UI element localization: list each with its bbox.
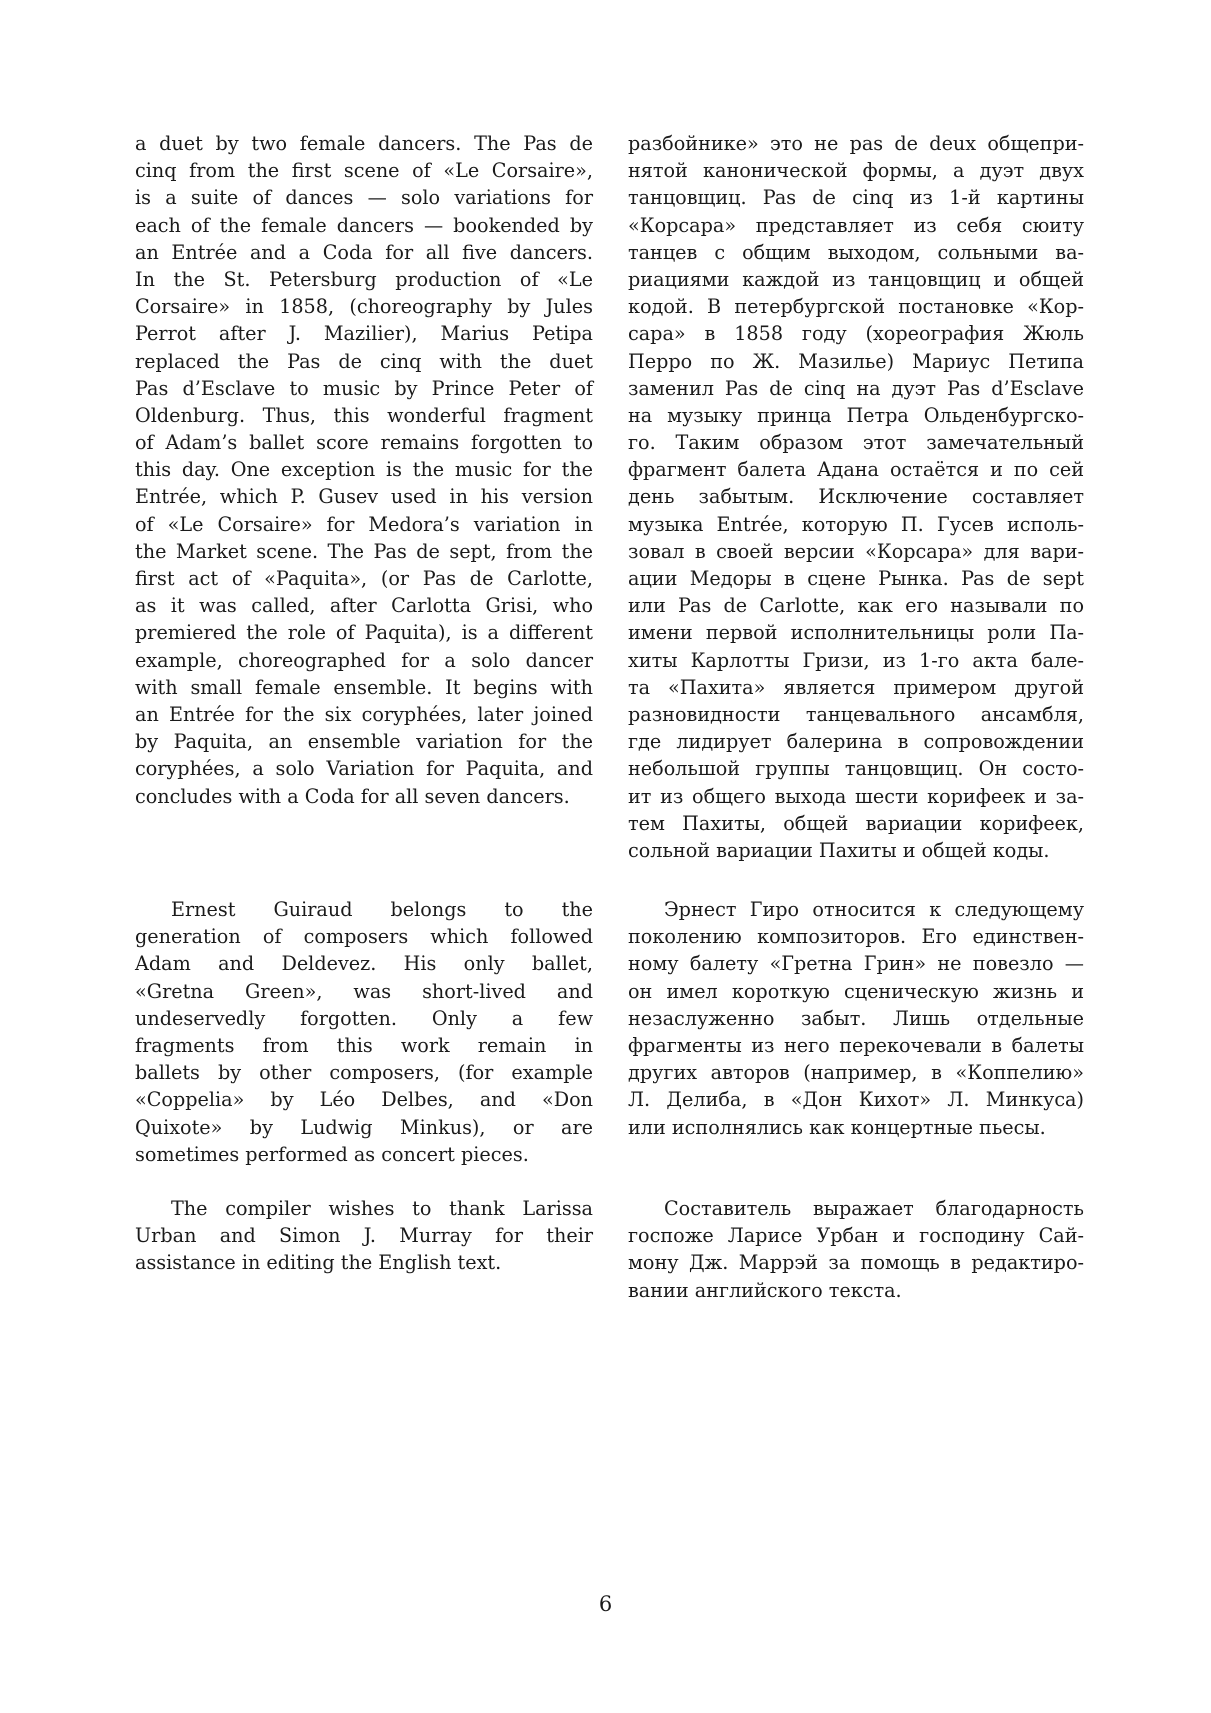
text-line: generation of composers which followed [135, 925, 593, 949]
text-line: нятой канонической формы, а дуэт двух [628, 159, 1084, 183]
text-line: заменил Pas de cinq на дуэт Pas d’Esclave [628, 376, 1084, 400]
text-line: Corsaire» in 1858, (choreography by Jules [135, 295, 593, 319]
text-line: Pas d’Esclave to music by Prince Peter of [135, 376, 593, 400]
text-line: та «Пахита» является примером другой [628, 675, 1084, 699]
text-line: музыка Entrée, которую П. Гусев исполь- [628, 512, 1084, 536]
text-line: он имел короткую сценическую жизнь и [628, 979, 1084, 1003]
text-line: танцовщиц. Pas de cinq из 1-й картины [628, 186, 1084, 210]
text-line: is a suite of dances — solo variations for [135, 186, 593, 210]
text-line: имени первой исполнительницы роли Па- [628, 621, 1084, 645]
text-line: кодой. В петербургской постановке «Кор- [628, 295, 1084, 319]
text-line: a duet by two female dancers. The Pas de [135, 132, 593, 155]
paragraph-pas-de-cinq-en [135, 130, 593, 810]
text-line: сольной вариации Пахиты и общей коды. [628, 838, 1050, 862]
text-line: фрагмент балета Адана остаётся и по сей [628, 458, 1084, 482]
text-line: premiered the role of Paquita), is a different [135, 621, 593, 645]
text-line: госпоже Ларисе Урбан и господину Сай- [628, 1224, 1084, 1248]
text-line: In the St. Petersburg production of «Le [135, 267, 593, 291]
text-line: разновидности танцевального ансамбля, [628, 702, 1084, 726]
text-line: this day. One exception is the music for the [135, 458, 593, 482]
paragraph-acknowledgement-en [135, 1195, 593, 1277]
text-line: риациями каждой из танцовщиц и общей [628, 267, 1084, 291]
text-line: ному балету «Гретна Грин» не повезло — [628, 952, 1084, 976]
text-line: Перро по Ж. Мазилье) Мариус Петипа [628, 349, 1084, 373]
text-line: танцев с общим выходом, сольными ва- [628, 240, 1084, 264]
paragraph-pas-de-cinq-ru [628, 130, 1084, 864]
text-line: сара» в 1858 году (хореография Жюль [628, 322, 1084, 346]
text-line: undeservedly forgotten. Only a few [135, 1006, 593, 1030]
text-line: Л. Делиба, в «Дон Кихот» Л. Минкуса) [628, 1088, 1084, 1112]
text-line: Эрнест Гиро относится к следующему [664, 898, 1084, 921]
text-line: день забытым. Исключение составляет [628, 485, 1084, 509]
text-line: ballets by other composers, (for example [135, 1061, 593, 1085]
text-line: Perrot after J. Mazilier), Marius Petipa [135, 322, 593, 346]
text-line: coryphées, a solo Variation for Paquita, and [135, 757, 593, 781]
text-line: an Entrée for the six coryphées, later joined [135, 702, 593, 726]
text-line: ации Медоры в сцене Рынка. Pas de sept [628, 567, 1084, 590]
text-line: Составитель выражает благодарность [664, 1197, 1084, 1220]
text-line: других авторов (например, в «Коппелию» [628, 1061, 1084, 1085]
text-line: concludes with a Coda for all seven dancers. [135, 784, 570, 808]
text-line: The compiler wishes to thank Larissa [171, 1197, 593, 1220]
text-line: фрагменты из него перекочевали в балеты [628, 1033, 1084, 1057]
text-line: го. Таким образом этот замечательный [628, 431, 1084, 455]
text-line: или исполнялись как концертные пьесы. [628, 1115, 1046, 1139]
text-line: Urban and Simon J. Murray for their [135, 1224, 593, 1248]
text-line: поколению композиторов. Его единствен- [628, 925, 1084, 949]
text-line: Adam and Deldevez. His only ballet, [135, 952, 593, 976]
paragraph-guiraud-en [135, 896, 593, 1168]
text-line: of «Le Corsaire» for Medora’s variation in [135, 512, 593, 536]
text-line: вании английского текста. [628, 1278, 902, 1302]
text-line: cinq from the first scene of «Le Corsaire», [135, 159, 593, 183]
text-line: тем Пахиты, общей вариации корифеек, [628, 811, 1084, 835]
text-line: sometimes performed as concert pieces. [135, 1142, 529, 1166]
text-line: Ernest Guiraud belongs to the [171, 898, 593, 921]
page-number: 6 [598, 1592, 613, 1616]
text-line: Oldenburg. Thus, this wonderful fragment [135, 403, 593, 427]
text-line: зовал в своей версии «Корсара» для вари- [628, 539, 1084, 563]
text-line: an Entrée and a Coda for all five dancers. [135, 240, 593, 264]
text-line: или Pas de Carlotte, как его называли по [628, 594, 1084, 618]
text-line: fragments from this work remain in [135, 1033, 593, 1057]
text-line: replaced the Pas de cinq with the duet [135, 349, 593, 373]
text-line: где лидирует балерина в сопровождении [628, 730, 1084, 754]
text-line: first act of «Paquita», (or Pas de Carlotte, [135, 567, 593, 590]
text-line: «Gretna Green», was short-lived and [135, 979, 593, 1003]
text-line: the Market scene. The Pas de sept, from the [135, 539, 593, 563]
text-line: each of the female dancers — bookended by [135, 213, 593, 237]
text-line: of Adam’s ballet score remains forgotten to [135, 431, 593, 455]
text-line: «Coppelia» by Léo Delbes, and «Don [135, 1088, 593, 1112]
text-line: небольшой группы танцовщиц. Он состо- [628, 757, 1084, 781]
text-line: as it was called, after Carlotta Grisi, who [135, 594, 593, 618]
text-line: ит из общего выхода шести корифеек и за- [628, 784, 1084, 808]
text-line: Entrée, which P. Gusev used in his version [135, 485, 593, 509]
text-line: by Paquita, an ensemble variation for the [135, 730, 593, 754]
text-line: example, choreographed for a solo dancer [135, 648, 593, 672]
text-line: assistance in editing the English text. [135, 1251, 502, 1275]
text-line: на музыку принца Петра Ольденбургско- [628, 403, 1084, 427]
text-line: Quixote» by Ludwig Minkus), or are [135, 1115, 593, 1139]
paragraph-guiraud-ru [628, 896, 1084, 1141]
text-line: мону Дж. Маррэй за помощь в редактиро- [628, 1251, 1084, 1275]
text-line: незаслуженно забыт. Лишь отдельные [628, 1006, 1084, 1030]
text-line: «Корсара» представляет из себя сюиту [628, 213, 1084, 237]
paragraph-acknowledgement-ru [628, 1195, 1084, 1304]
text-line: разбойнике» это не pas de deux общепри- [628, 132, 1084, 155]
text-line: with small female ensemble. It begins with [135, 675, 593, 699]
text-line: хиты Карлотты Гризи, из 1-го акта бале- [628, 648, 1084, 672]
